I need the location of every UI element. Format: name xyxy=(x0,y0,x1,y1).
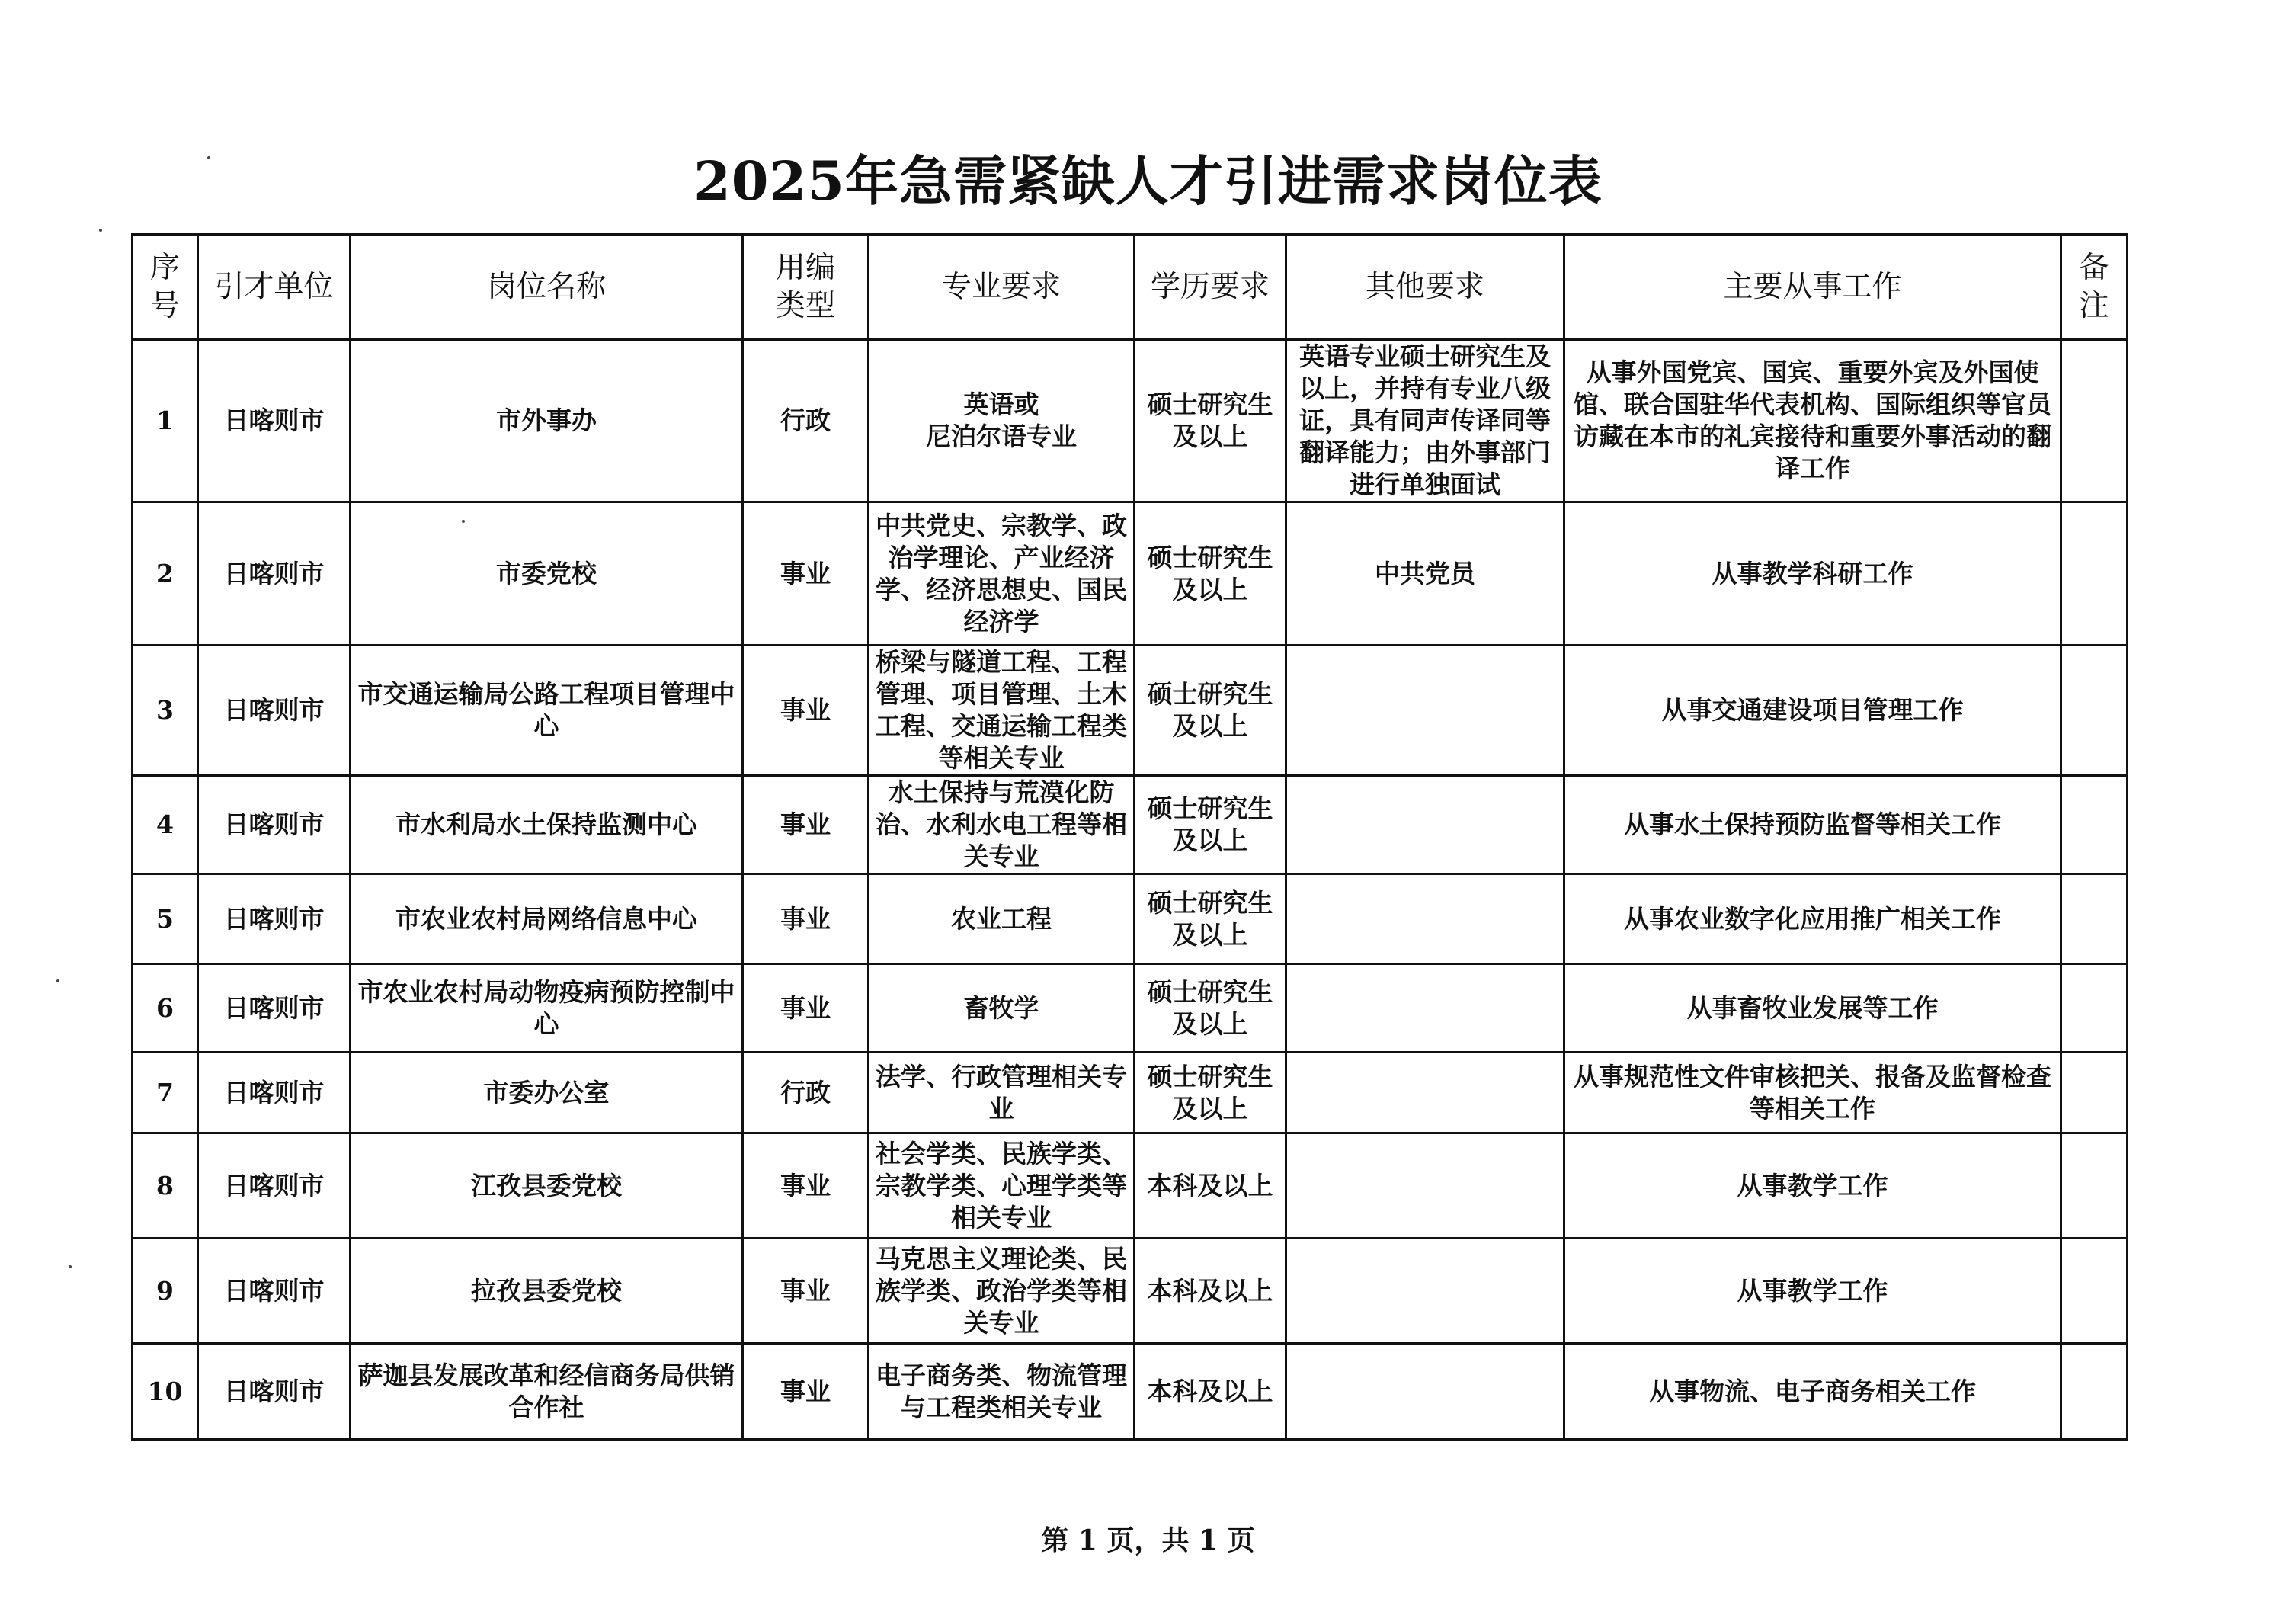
table-row xyxy=(133,1053,2128,1133)
cell-staffing: 事业 xyxy=(743,964,869,1053)
table-row xyxy=(133,1133,2128,1239)
cell-position: 市农业农村局动物疫病预防控制中心 xyxy=(351,964,743,1053)
cell-major: 马克思主义理论类、民族学类、政治学类等相关专业 xyxy=(869,1239,1135,1344)
cell-unit: 日喀则市 xyxy=(198,1239,351,1344)
cell-major: 桥梁与隧道工程、工程管理、项目管理、土木工程、交通运输工程类等相关专业 xyxy=(869,646,1135,776)
table-row xyxy=(133,1344,2128,1440)
cell-staffing: 行政 xyxy=(743,340,869,502)
cell-remarks xyxy=(2061,1053,2128,1133)
cell-major: 农业工程 xyxy=(869,874,1135,964)
cell-staffing: 行政 xyxy=(743,1053,869,1133)
cell-seq: 1 xyxy=(133,340,198,502)
cell-major: 畜牧学 xyxy=(869,964,1135,1053)
cell-education: 本科及以上 xyxy=(1135,1239,1286,1344)
cell-education: 硕士研究生 及以上 xyxy=(1135,646,1286,776)
cell-work: 从事物流、电子商务相关工作 xyxy=(1564,1344,2061,1440)
job-requirements-table xyxy=(131,233,2128,1441)
table-row xyxy=(133,964,2128,1053)
cell-remarks xyxy=(2061,340,2128,502)
table-row xyxy=(133,776,2128,874)
cell-staffing: 事业 xyxy=(743,1133,869,1239)
table-row xyxy=(133,340,2128,502)
cell-other xyxy=(1286,776,1564,874)
table-row xyxy=(133,646,2128,776)
cell-other xyxy=(1286,1344,1564,1440)
cell-other xyxy=(1286,1133,1564,1239)
cell-major: 水土保持与荒漠化防治、水利水电工程等相关专业 xyxy=(869,776,1135,874)
cell-unit: 日喀则市 xyxy=(198,646,351,776)
page-number: 第 1 页，共 1 页 xyxy=(1041,1524,1255,1556)
cell-unit: 日喀则市 xyxy=(198,502,351,646)
cell-seq: 3 xyxy=(133,646,198,776)
cell-staffing: 事业 xyxy=(743,1344,869,1440)
cell-seq: 6 xyxy=(133,964,198,1053)
cell-remarks xyxy=(2061,1344,2128,1440)
table-header-row xyxy=(133,235,2128,340)
cell-position: 萨迦县发展改革和经信商务局供销合作社 xyxy=(351,1344,743,1440)
cell-remarks xyxy=(2061,502,2128,646)
cell-education: 硕士研究生 及以上 xyxy=(1135,340,1286,502)
cell-education: 硕士研究生 及以上 xyxy=(1135,964,1286,1053)
cell-other: 英语专业硕士研究生及以上，并持有专业八级证，具有同声传译同等翻译能力；由外事部门进行单独面试 xyxy=(1286,340,1564,502)
cell-position: 市农业农村局网络信息中心 xyxy=(351,874,743,964)
cell-work: 从事规范性文件审核把关、报备及监督检查等相关工作 xyxy=(1564,1053,2061,1133)
cell-other xyxy=(1286,874,1564,964)
cell-remarks xyxy=(2061,1239,2128,1344)
cell-education: 硕士研究生 及以上 xyxy=(1135,1053,1286,1133)
cell-seq: 9 xyxy=(133,1239,198,1344)
cell-unit: 日喀则市 xyxy=(198,874,351,964)
cell-staffing: 事业 xyxy=(743,1239,869,1344)
header-staffing: 用编 类型 xyxy=(743,235,869,340)
cell-major: 中共党史、宗教学、政治学理论、产业经济学、经济思想史、国民经济学 xyxy=(869,502,1135,646)
scan-speck xyxy=(207,156,210,159)
cell-remarks xyxy=(2061,776,2128,874)
header-seq: 序 号 xyxy=(133,235,198,340)
header-unit: 引才单位 xyxy=(198,235,351,340)
cell-major: 电子商务类、物流管理与工程类相关专业 xyxy=(869,1344,1135,1440)
cell-work: 从事水土保持预防监督等相关工作 xyxy=(1564,776,2061,874)
header-position: 岗位名称 xyxy=(351,235,743,340)
cell-work: 从事教学科研工作 xyxy=(1564,502,2061,646)
scan-speck xyxy=(56,979,59,982)
table-row xyxy=(133,502,2128,646)
scan-speck xyxy=(69,1265,72,1268)
cell-staffing: 事业 xyxy=(743,502,869,646)
cell-seq: 8 xyxy=(133,1133,198,1239)
cell-other xyxy=(1286,1239,1564,1344)
cell-major: 法学、行政管理相关专业 xyxy=(869,1053,1135,1133)
scan-speck xyxy=(99,229,102,232)
cell-position: 拉孜县委党校 xyxy=(351,1239,743,1344)
cell-unit: 日喀则市 xyxy=(198,776,351,874)
cell-other xyxy=(1286,1053,1564,1133)
table-row xyxy=(133,874,2128,964)
cell-unit: 日喀则市 xyxy=(198,340,351,502)
cell-education: 本科及以上 xyxy=(1135,1133,1286,1239)
cell-unit: 日喀则市 xyxy=(198,1133,351,1239)
header-work: 主要从事工作 xyxy=(1564,235,2061,340)
cell-work: 从事外国党宾、国宾、重要外宾及外国使馆、联合国驻华代表机构、国际组织等官员访藏在本市的礼宾接待和重要外事活动的翻译工作 xyxy=(1564,340,2061,502)
scan-speck xyxy=(462,520,465,523)
cell-other xyxy=(1286,964,1564,1053)
cell-education: 本科及以上 xyxy=(1135,1344,1286,1440)
cell-position: 市委办公室 xyxy=(351,1053,743,1133)
header-other: 其他要求 xyxy=(1286,235,1564,340)
cell-seq: 4 xyxy=(133,776,198,874)
cell-seq: 7 xyxy=(133,1053,198,1133)
cell-position: 江孜县委党校 xyxy=(351,1133,743,1239)
cell-unit: 日喀则市 xyxy=(198,1344,351,1440)
cell-remarks xyxy=(2061,874,2128,964)
cell-unit: 日喀则市 xyxy=(198,1053,351,1133)
header-education: 学历要求 xyxy=(1135,235,1286,340)
cell-other xyxy=(1286,646,1564,776)
header-remarks: 备 注 xyxy=(2061,235,2128,340)
cell-work: 从事教学工作 xyxy=(1564,1133,2061,1239)
cell-education: 硕士研究生 及以上 xyxy=(1135,776,1286,874)
cell-education: 硕士研究生 及以上 xyxy=(1135,874,1286,964)
table-row xyxy=(133,1239,2128,1344)
cell-staffing: 事业 xyxy=(743,776,869,874)
page-title: 2025年急需紧缺人才引进需求岗位表 xyxy=(693,149,1603,213)
cell-staffing: 事业 xyxy=(743,646,869,776)
cell-work: 从事农业数字化应用推广相关工作 xyxy=(1564,874,2061,964)
cell-remarks xyxy=(2061,646,2128,776)
cell-position: 市委党校 xyxy=(351,502,743,646)
cell-work: 从事教学工作 xyxy=(1564,1239,2061,1344)
cell-position: 市交通运输局公路工程项目管理中心 xyxy=(351,646,743,776)
header-major: 专业要求 xyxy=(869,235,1135,340)
cell-major: 英语或 尼泊尔语专业 xyxy=(869,340,1135,502)
cell-education: 硕士研究生 及以上 xyxy=(1135,502,1286,646)
cell-other: 中共党员 xyxy=(1286,502,1564,646)
cell-position: 市水利局水土保持监测中心 xyxy=(351,776,743,874)
cell-seq: 5 xyxy=(133,874,198,964)
cell-position: 市外事办 xyxy=(351,340,743,502)
cell-major: 社会学类、民族学类、宗教学类、心理学类等相关专业 xyxy=(869,1133,1135,1239)
cell-work: 从事畜牧业发展等工作 xyxy=(1564,964,2061,1053)
cell-unit: 日喀则市 xyxy=(198,964,351,1053)
cell-staffing: 事业 xyxy=(743,874,869,964)
cell-remarks xyxy=(2061,964,2128,1053)
cell-seq: 10 xyxy=(133,1344,198,1440)
cell-seq: 2 xyxy=(133,502,198,646)
cell-remarks xyxy=(2061,1133,2128,1239)
cell-work: 从事交通建设项目管理工作 xyxy=(1564,646,2061,776)
